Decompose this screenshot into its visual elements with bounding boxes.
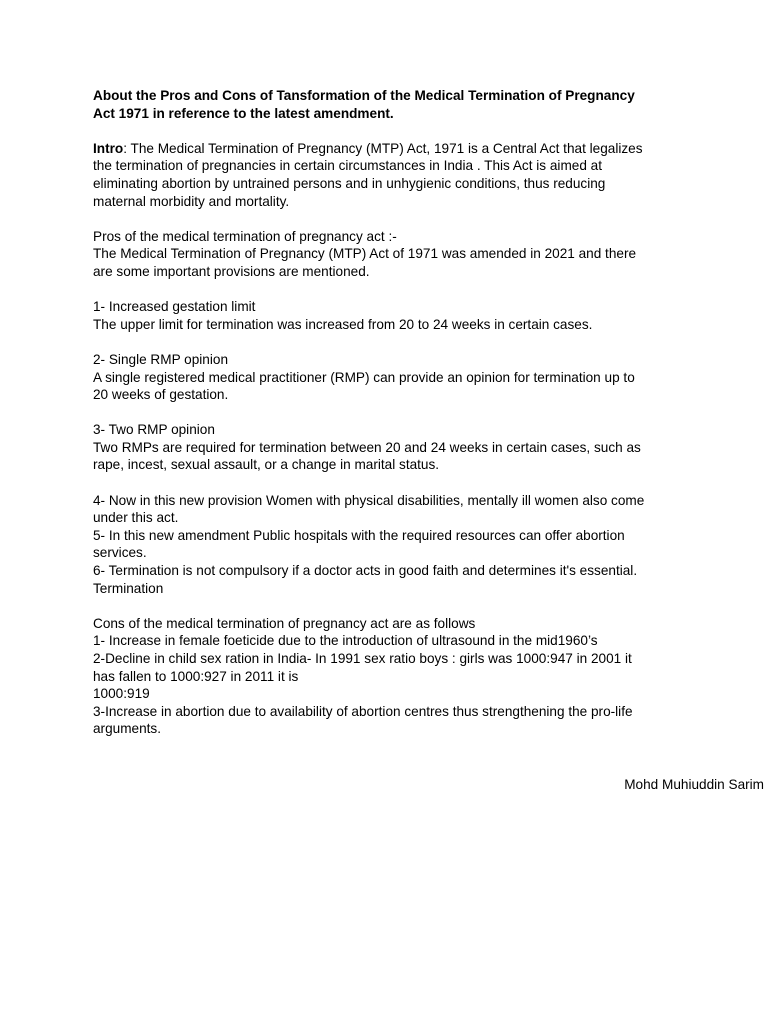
pros-item-6-line: Termination: [93, 580, 164, 596]
title-line: Act 1971 in reference to the latest amendment.: [93, 105, 394, 121]
pros-items-4-6: [93, 492, 673, 598]
pros-heading: Pros of the medical termination of pregnancy act :-: [93, 228, 397, 244]
intro-line: maternal morbidity and mortality.: [93, 193, 290, 209]
pros-item-text: Two RMPs are required for termination between 20 and 24 weeks in certain cases, such as: [93, 439, 641, 455]
pros-item-6-line: 6- Termination is not compulsory if a doctor acts in good faith and determines it's essential.: [93, 563, 638, 579]
pros-section: [93, 228, 673, 281]
title-line: About the Pros and Cons of Tansformation of the Medical Termination of Pregnancy: [93, 88, 635, 103]
intro-line: eliminating abortion by untrained persons and in unhygienic conditions, thus reducing: [93, 175, 606, 191]
intro-line: the termination of pregnancies in certain circumstances in India . This Act is aimed at: [93, 158, 603, 174]
pros-item-text: rape, incest, sexual assault, or a change in marital status.: [93, 457, 440, 473]
pros-item-4-line: 4- Now in this new provision Women with physical disabilities, mentally ill women also come: [93, 492, 645, 508]
cons-section: [93, 615, 673, 738]
intro-line: [93, 140, 673, 158]
cons-item-2-line: has fallen to 1000:927 in 2011 it is: [93, 668, 299, 684]
cons-item-3-line: 3-Increase in abortion due to availability of abortion centres thus strengthening the pro-life: [93, 703, 633, 719]
pros-item-1: [93, 298, 673, 333]
pros-item-heading: 2- Single RMP opinion: [93, 351, 229, 367]
pros-item-heading: 1- Increased gestation limit: [93, 299, 256, 315]
pros-item-text: 20 weeks of gestation.: [93, 387, 229, 403]
pros-item-text: The upper limit for termination was increased from 20 to 24 weeks in certain cases.: [93, 316, 593, 332]
pros-intro-line: are some important provisions are mentioned.: [93, 263, 370, 279]
cons-item-2-line: 2-Decline in child sex ration in India- In 1991 sex ratio boys : girls was 1000:947 in 2001 it: [93, 651, 632, 666]
pros-intro-line: The Medical Termination of Pregnancy (MTP) Act of 1971 was amended in 2021 and there: [93, 246, 637, 262]
intro-text: : The Medical Termination of Pregnancy (MTP) Act, 1971 is a Central Act that legalizes: [123, 140, 643, 156]
pros-item-3: [93, 421, 673, 474]
author-signature: Mohd Muhiuddin Sarim: [624, 777, 764, 792]
pros-item-4-line: under this act.: [93, 510, 179, 526]
cons-heading: Cons of the medical termination of pregnancy act are as follows: [93, 615, 476, 631]
cons-item-3-line: arguments.: [93, 721, 162, 737]
document-title: [93, 87, 673, 122]
document-body: [93, 87, 673, 738]
pros-item-2: [93, 351, 673, 404]
pros-item-5-line: 5- In this new amendment Public hospitals with the required resources can offer abortion: [93, 527, 625, 543]
pros-item-5-line: services.: [93, 545, 147, 561]
intro-paragraph: [93, 140, 673, 210]
intro-label: Intro: [93, 140, 124, 156]
cons-item-1: 1- Increase in female foeticide due to the introduction of ultrasound in the mid1960’s: [93, 633, 598, 649]
pros-item-heading: 3- Two RMP opinion: [93, 422, 215, 438]
pros-item-text: A single registered medical practitioner (RMP) can provide an opinion for termination up to: [93, 369, 635, 385]
cons-item-2-line: 1000:919: [93, 686, 150, 702]
